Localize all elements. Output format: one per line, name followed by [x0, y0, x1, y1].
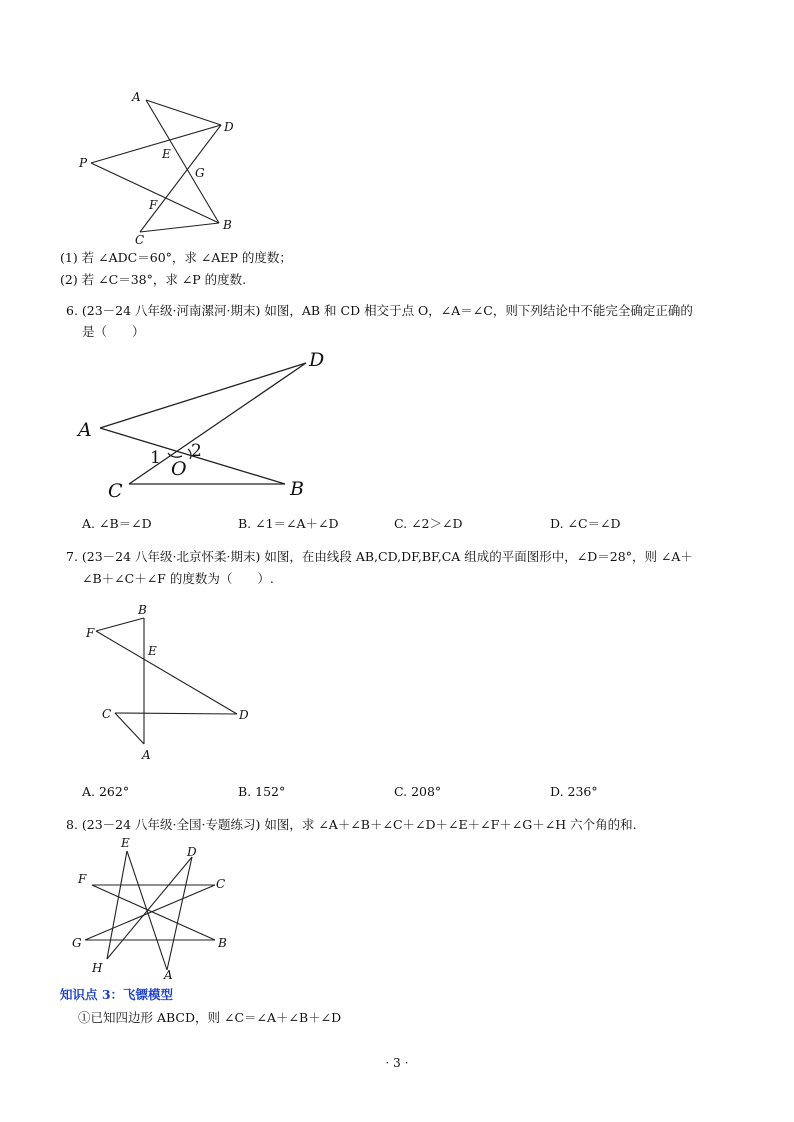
q7-option-b: B. 152° — [238, 784, 286, 799]
label-C: C — [216, 877, 226, 891]
label-G: G — [72, 936, 82, 950]
knowledge-point-title: 知识点 3：飞镖模型 — [60, 987, 174, 1002]
label-E: E — [148, 644, 157, 658]
label-F: F — [78, 872, 87, 886]
label-P: P — [79, 156, 88, 170]
figure-q8 — [65, 835, 245, 985]
q8-stem: 8. (23－24 八年级·全国·专题练习) 如图，求 ∠A＋∠B＋∠C＋∠D＋∠E＋∠F＋∠G＋∠H 六个角的和. — [66, 817, 637, 832]
label-C: C — [108, 480, 123, 502]
label-D: D — [239, 708, 249, 722]
q6-stem-line2: 是（ ） — [82, 324, 145, 339]
label-H: H — [92, 961, 103, 975]
label-two: 2 — [191, 441, 202, 461]
q7-option-d: D. 236° — [550, 784, 598, 799]
label-C: C — [135, 233, 145, 247]
q7-option-c: C. 208° — [394, 784, 442, 799]
label-O: O — [171, 458, 187, 480]
figure-q7 — [80, 598, 260, 768]
label-E: E — [121, 836, 130, 850]
q6-option-c: C. ∠2＞∠D — [394, 516, 463, 531]
figure-q6 — [70, 345, 340, 505]
label-C: C — [102, 707, 112, 721]
label-D: D — [309, 349, 325, 371]
label-B: B — [223, 218, 232, 232]
label-D: D — [224, 120, 234, 134]
label-A: A — [132, 90, 141, 104]
label-F: F — [86, 626, 95, 640]
label-A: A — [142, 748, 151, 762]
label-B: B — [218, 936, 227, 950]
label-F: F — [149, 198, 158, 212]
q7-stem-line2: ∠B＋∠C＋∠F 的度数为（ ）. — [82, 571, 274, 586]
q5-part2: (2) 若 ∠C＝38°，求 ∠P 的度数. — [60, 272, 247, 287]
knowledge-point-item: ①已知四边形 ABCD，则 ∠C＝∠A＋∠B＋∠D — [78, 1010, 342, 1025]
label-A: A — [164, 968, 173, 982]
label-E: E — [162, 147, 171, 161]
q6-option-b: B. ∠1＝∠A＋∠D — [238, 516, 339, 531]
q7-option-a: A. 262° — [82, 784, 130, 799]
q5-part1: (1) 若 ∠ADC＝60°，求 ∠AEP 的度数； — [60, 250, 292, 265]
page-number: · 3 · — [385, 1056, 409, 1070]
q7-stem-line1: 7. (23－24 八年级·北京怀柔·期末) 如图，在由线段 AB,CD,DF,BF,CA 组成的平面图形中，∠D＝28°，则 ∠A＋ — [66, 549, 693, 564]
label-B: B — [138, 603, 147, 617]
q6-option-a: A. ∠B＝∠D — [82, 516, 152, 531]
label-B: B — [290, 478, 304, 500]
label-A: A — [78, 419, 92, 441]
q6-stem-line1: 6. (23－24 八年级·河南漯河·期末) 如图，AB 和 CD 相交于点 O，∠A＝∠C，则下列结论中不能完全确定正确的 — [66, 303, 693, 318]
q6-option-d: D. ∠C＝∠D — [550, 516, 621, 531]
label-D: D — [187, 845, 197, 859]
label-one: 1 — [150, 448, 161, 468]
label-G: G — [195, 166, 205, 180]
figure-q5 — [70, 85, 260, 250]
